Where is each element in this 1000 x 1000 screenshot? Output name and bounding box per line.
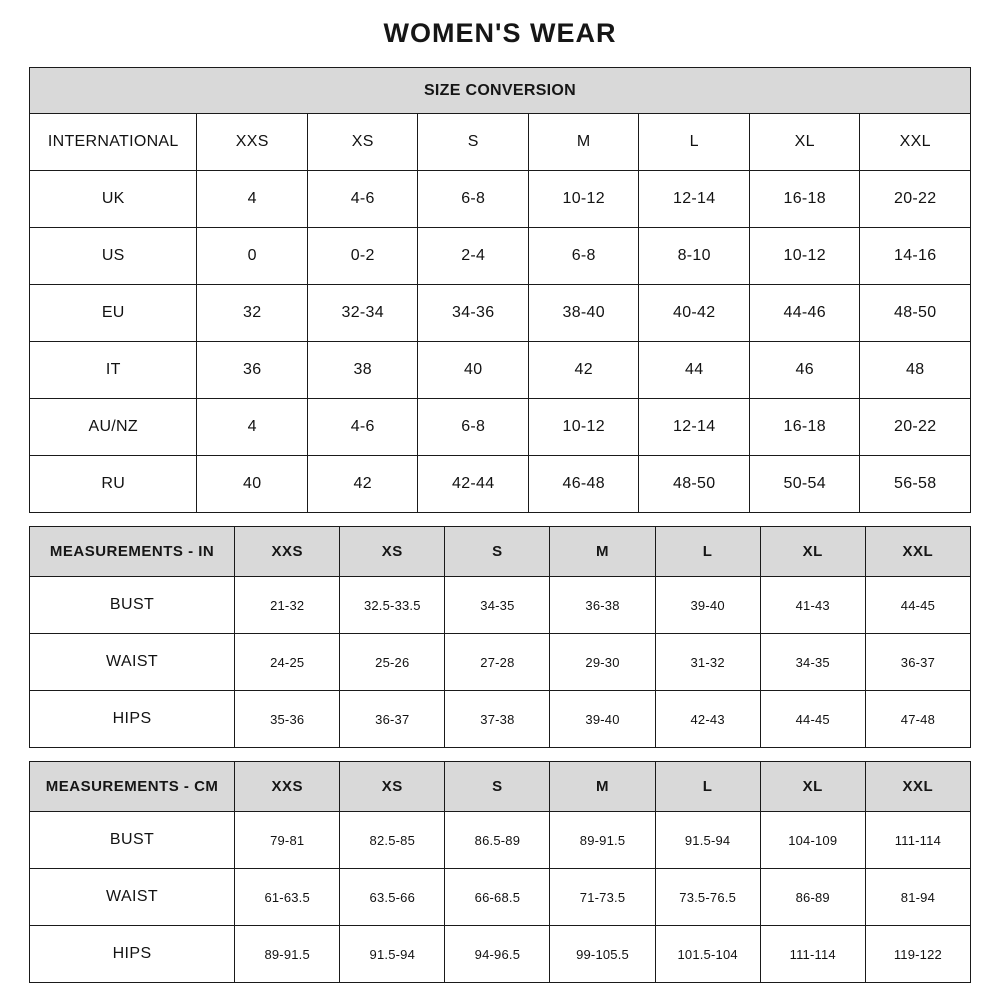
value-cell: 24-25 [235,634,340,691]
table-row [30,577,971,634]
value-cell: 91.5-94 [340,926,445,983]
value-cell: 91.5-94 [655,812,760,869]
value-cell: 94-96.5 [445,926,550,983]
value-cell: 48-50 [639,456,750,513]
value-cell: 41-43 [760,577,865,634]
value-cell: 119-122 [865,926,970,983]
table-header-row [30,68,971,114]
table-header-row [30,762,971,812]
value-cell: 29-30 [550,634,655,691]
table-row [30,228,971,285]
table-row [30,342,971,399]
value-cell: 50-54 [749,456,860,513]
value-cell: 66-68.5 [445,869,550,926]
value-cell: L [639,114,750,171]
row-label: US [30,228,197,285]
value-cell: 12-14 [639,399,750,456]
measurements-in-header: MEASUREMENTS - IN [30,527,235,577]
value-cell: 42 [307,456,418,513]
table-row [30,869,971,926]
value-cell: 42-44 [418,456,529,513]
value-cell: 0 [197,228,308,285]
table-row [30,114,971,171]
measurements-in-table [29,526,971,748]
value-cell: 48 [860,342,971,399]
value-cell: 32 [197,285,308,342]
table-row [30,691,971,748]
value-cell: 42 [528,342,639,399]
value-cell: XXL [860,114,971,171]
value-cell: 44 [639,342,750,399]
size-header-cell: XL [760,527,865,577]
value-cell: 101.5-104 [655,926,760,983]
size-header-cell: L [655,527,760,577]
value-cell: 12-14 [639,171,750,228]
size-conversion-table [29,67,971,513]
value-cell: 10-12 [749,228,860,285]
value-cell: 21-32 [235,577,340,634]
value-cell: 4 [197,171,308,228]
value-cell: 82.5-85 [340,812,445,869]
value-cell: 16-18 [749,171,860,228]
value-cell: 2-4 [418,228,529,285]
row-label: HIPS [30,926,235,983]
value-cell: 40-42 [639,285,750,342]
row-label: UK [30,171,197,228]
value-cell: 63.5-66 [340,869,445,926]
value-cell: 35-36 [235,691,340,748]
value-cell: 44-46 [749,285,860,342]
size-header-cell: XS [340,762,445,812]
value-cell: 73.5-76.5 [655,869,760,926]
value-cell: 34-35 [760,634,865,691]
value-cell: 25-26 [340,634,445,691]
row-label: WAIST [30,869,235,926]
value-cell: 16-18 [749,399,860,456]
table-header-row [30,527,971,577]
value-cell: 46-48 [528,456,639,513]
table-row [30,456,971,513]
size-conversion-header: SIZE CONVERSION [30,68,971,114]
value-cell: 81-94 [865,869,970,926]
value-cell: 56-58 [860,456,971,513]
value-cell: 79-81 [235,812,340,869]
value-cell: 44-45 [760,691,865,748]
value-cell: S [418,114,529,171]
value-cell: 39-40 [550,691,655,748]
value-cell: 6-8 [418,399,529,456]
size-chart-page [29,0,971,983]
value-cell: 42-43 [655,691,760,748]
measurements-cm-table [29,761,971,983]
size-header-cell: S [445,762,550,812]
row-label: EU [30,285,197,342]
value-cell: 104-109 [760,812,865,869]
row-label: BUST [30,812,235,869]
value-cell: 37-38 [445,691,550,748]
size-header-cell: XXS [235,527,340,577]
value-cell: 89-91.5 [550,812,655,869]
value-cell: XXS [197,114,308,171]
table-row [30,634,971,691]
value-cell: 89-91.5 [235,926,340,983]
table-row [30,399,971,456]
value-cell: 36-37 [340,691,445,748]
value-cell: 86-89 [760,869,865,926]
value-cell: 10-12 [528,399,639,456]
value-cell: 38-40 [528,285,639,342]
table-row [30,285,971,342]
table-row [30,812,971,869]
value-cell: 32-34 [307,285,418,342]
row-label: RU [30,456,197,513]
value-cell: XL [749,114,860,171]
value-cell: 0-2 [307,228,418,285]
size-header-cell: S [445,527,550,577]
value-cell: XS [307,114,418,171]
value-cell: 40 [197,456,308,513]
value-cell: 36 [197,342,308,399]
value-cell: 6-8 [528,228,639,285]
size-header-cell: L [655,762,760,812]
value-cell: 14-16 [860,228,971,285]
table-row [30,926,971,983]
value-cell: 27-28 [445,634,550,691]
value-cell: 4-6 [307,399,418,456]
size-header-cell: XS [340,527,445,577]
size-header-cell: XXL [865,762,970,812]
value-cell: 40 [418,342,529,399]
value-cell: 4 [197,399,308,456]
page-title: WOMEN'S WEAR [383,18,617,48]
value-cell: 61-63.5 [235,869,340,926]
value-cell: 47-48 [865,691,970,748]
value-cell: 36-38 [550,577,655,634]
value-cell: 32.5-33.5 [340,577,445,634]
value-cell: 20-22 [860,171,971,228]
value-cell: 71-73.5 [550,869,655,926]
value-cell: 20-22 [860,399,971,456]
size-header-cell: M [550,762,655,812]
value-cell: 99-105.5 [550,926,655,983]
value-cell: M [528,114,639,171]
value-cell: 38 [307,342,418,399]
value-cell: 34-35 [445,577,550,634]
value-cell: 48-50 [860,285,971,342]
value-cell: 4-6 [307,171,418,228]
row-label: IT [30,342,197,399]
size-header-cell: XXS [235,762,340,812]
size-header-cell: XL [760,762,865,812]
value-cell: 39-40 [655,577,760,634]
size-header-cell: XXL [865,527,970,577]
value-cell: 31-32 [655,634,760,691]
value-cell: 8-10 [639,228,750,285]
value-cell: 6-8 [418,171,529,228]
row-label: WAIST [30,634,235,691]
row-label: INTERNATIONAL [30,114,197,171]
size-header-cell: M [550,527,655,577]
row-label: BUST [30,577,235,634]
value-cell: 86.5-89 [445,812,550,869]
value-cell: 36-37 [865,634,970,691]
value-cell: 34-36 [418,285,529,342]
value-cell: 46 [749,342,860,399]
row-label: HIPS [30,691,235,748]
value-cell: 10-12 [528,171,639,228]
row-label: AU/NZ [30,399,197,456]
value-cell: 44-45 [865,577,970,634]
value-cell: 111-114 [760,926,865,983]
table-row [30,171,971,228]
value-cell: 111-114 [865,812,970,869]
measurements-cm-header: MEASUREMENTS - CM [30,762,235,812]
